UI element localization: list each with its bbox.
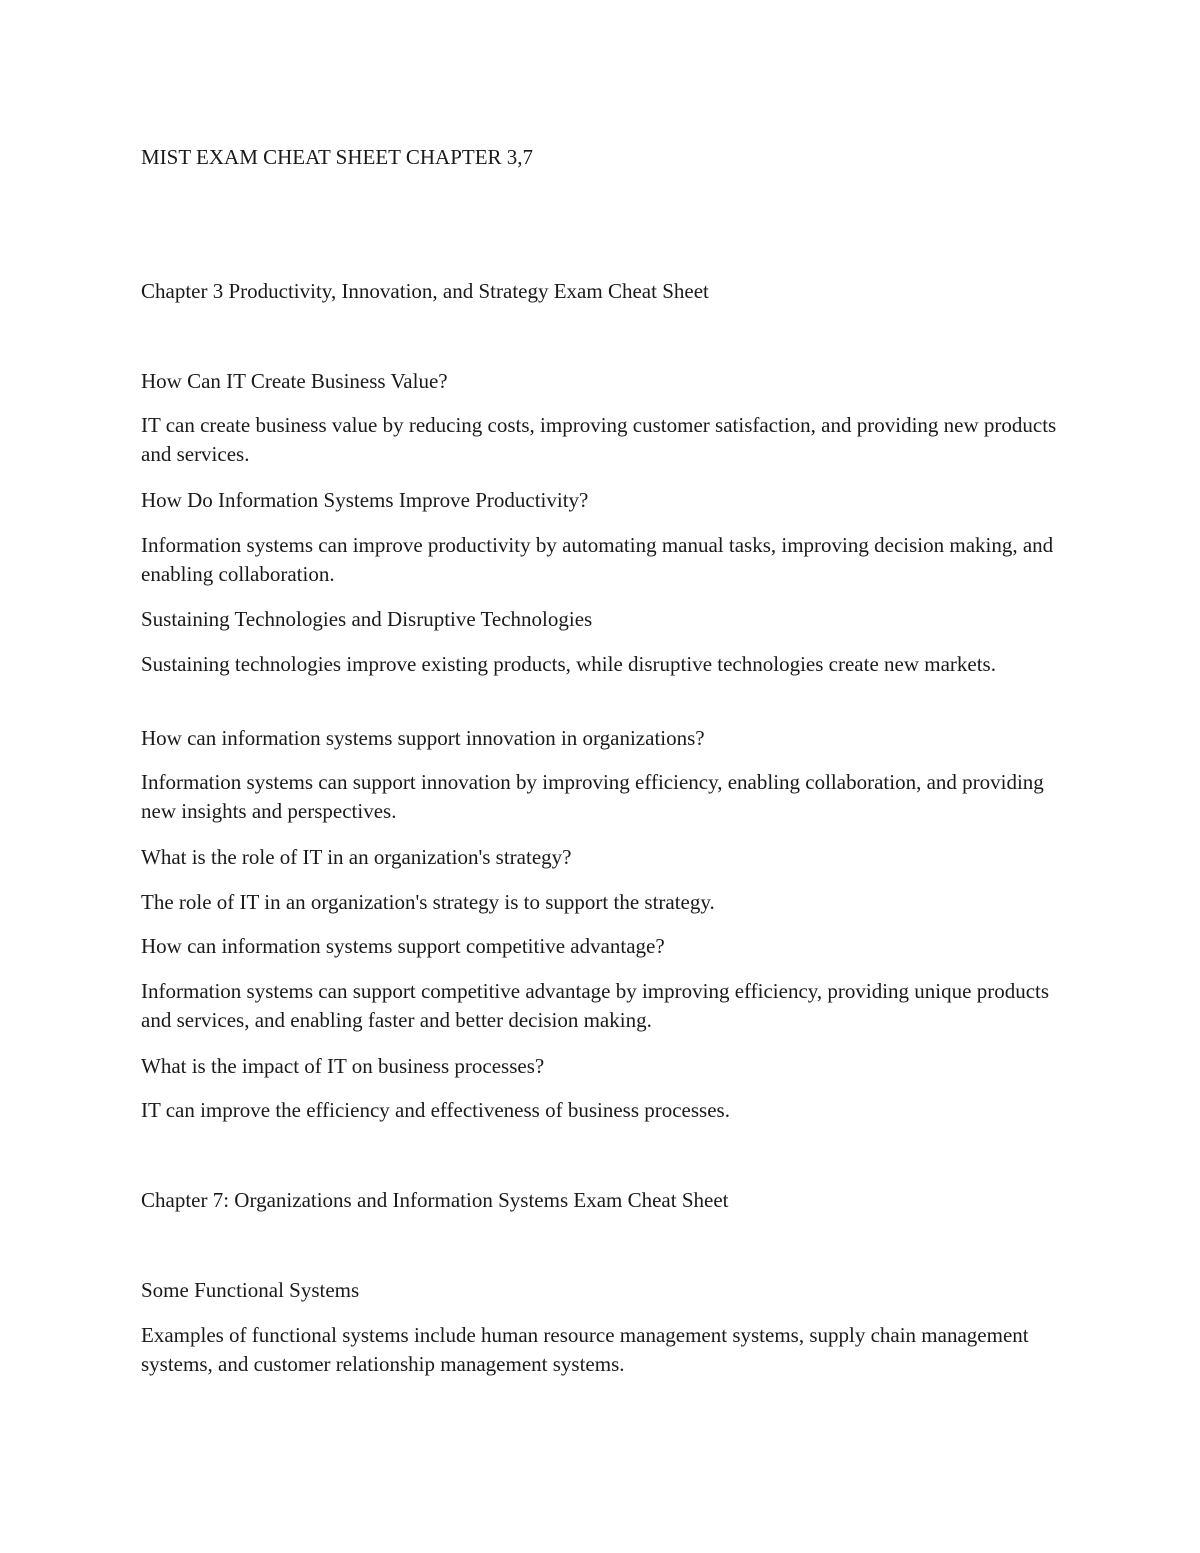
question-5: What is the role of IT in an organization's strategy? — [141, 845, 572, 869]
question-6: How can information systems support competitive advantage? — [141, 934, 665, 958]
question-7: What is the impact of IT on business processes? — [141, 1054, 545, 1078]
answer-1: IT can create business value by reducing costs, improving customer satisfaction, and providing new products and services. — [141, 413, 1057, 466]
chapter3-heading: Chapter 3 Productivity, Innovation, and Strategy Exam Cheat Sheet — [141, 279, 709, 303]
answer-7: IT can improve the efficiency and effectiveness of business processes. — [141, 1098, 730, 1122]
answer-3: Sustaining technologies improve existing products, while disruptive technologies create new markets. — [141, 652, 996, 676]
question-2: How Do Information Systems Improve Productivity? — [141, 488, 589, 512]
question-8: Some Functional Systems — [141, 1278, 360, 1302]
question-3: Sustaining Technologies and Disruptive Technologies — [141, 607, 593, 631]
chapter7-heading: Chapter 7: Organizations and Information Systems Exam Cheat Sheet — [141, 1188, 729, 1212]
answer-8: Examples of functional systems include human resource management systems, supply chain management systems, and customer relationship management systems. — [141, 1323, 1029, 1376]
question-1: How Can IT Create Business Value? — [141, 369, 448, 393]
question-4: How can information systems support innovation in organizations? — [141, 726, 705, 750]
answer-6: Information systems can support competitive advantage by improving efficiency, providing unique products and services, and enabling faster and better decision making. — [141, 979, 1050, 1032]
answer-5: The role of IT in an organization's strategy is to support the strategy. — [141, 890, 715, 914]
answer-2: Information systems can improve productivity by automating manual tasks, improving decision making, and enabling collaboration. — [141, 533, 1054, 586]
document-title: MIST EXAM CHEAT SHEET CHAPTER 3,7 — [141, 145, 534, 169]
answer-4: Information systems can support innovation by improving efficiency, enabling collaboration, and providing new insights and perspectives. — [141, 770, 1044, 823]
